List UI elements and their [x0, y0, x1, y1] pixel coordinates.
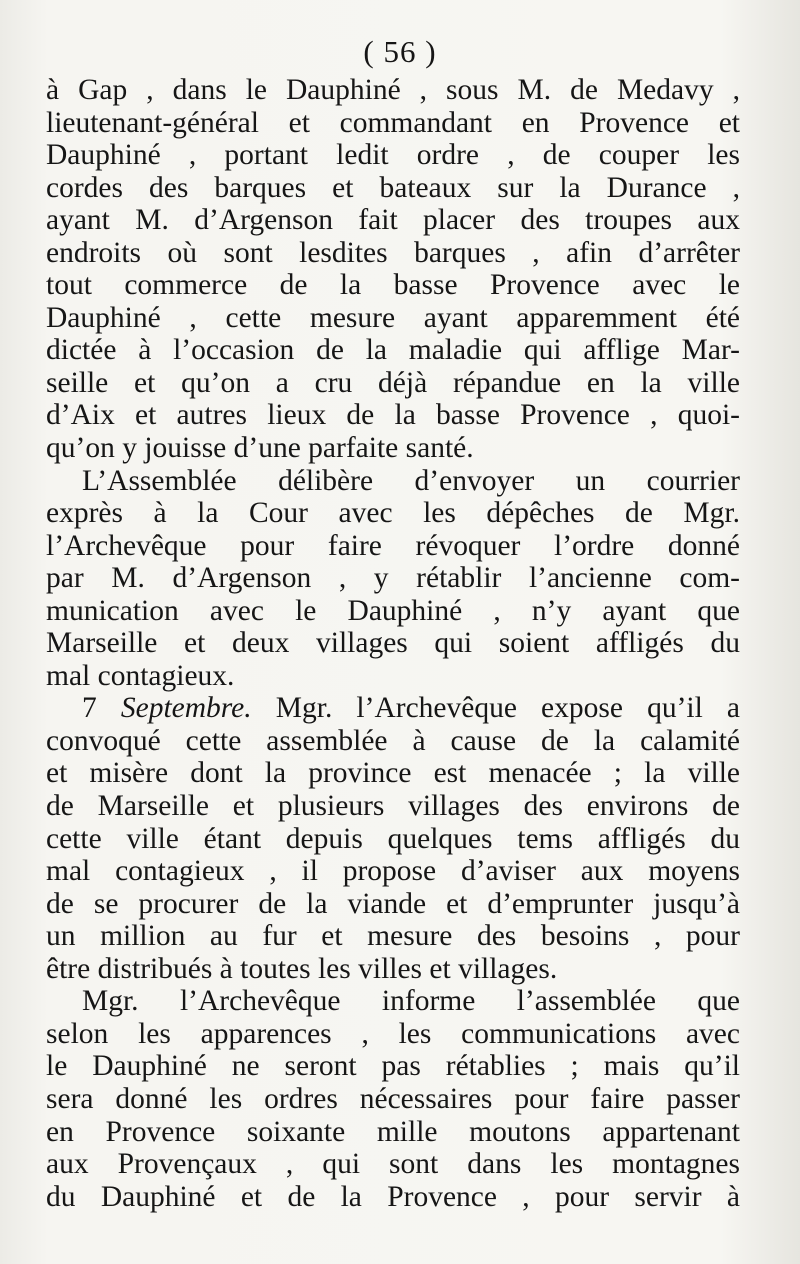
text-line: L’Assemblée délibère d’envoyer un courrier [82, 464, 740, 497]
text-line: Mgr. l’Archevêque informe l’assemblée que [82, 985, 740, 1018]
text-line: seille et qu’on a cru déjà répandue en la ville [46, 366, 740, 399]
text-line: endroits où sont lesdites barques , afin d’arrêter [46, 236, 740, 269]
date-month: Septembre. [120, 692, 252, 725]
text-line: Marseille et deux villages qui soient affligés du [46, 627, 740, 660]
text-line: mal contagieux , il propose d’aviser aux moyens [46, 855, 740, 888]
date-day: 7 [82, 692, 121, 725]
text-line: par M. d’Argenson , y rétablir l’ancienne com- [46, 562, 740, 595]
text-line: dictée à l’occasion de la maladie qui afflige Mar- [46, 334, 740, 367]
text-line: le Dauphiné ne seront pas rétablies ; mais qu’il [46, 1050, 740, 1083]
text-line: selon les apparences , les communications avec [46, 1017, 740, 1050]
text-line: Dauphiné , portant ledit ordre , de couper les [46, 139, 740, 172]
text-line: lieutenant-général et commandant en Provence et [46, 106, 740, 139]
text-line: qu’on y jouisse d’une parfaite santé. [46, 432, 474, 465]
text-line: cette ville étant depuis quelques tems affligés du [46, 822, 740, 855]
body-text [46, 74, 740, 1213]
text-line: de se procurer de la viande et d’emprunter jusqu’à [46, 887, 740, 920]
text-line: en Provence soixante mille moutons appartenant [46, 1115, 740, 1148]
text-line: être distribués à toutes les villes et villages. [46, 952, 558, 985]
text-line: l’Archevêque pour faire révoquer l’ordre donné [46, 529, 740, 562]
text-line: Dauphiné , cette mesure ayant apparemment été [46, 301, 740, 334]
text-line: convoqué cette assemblée à cause de la calamité [46, 724, 740, 757]
text-line-rest: Mgr. l’Archevêque expose qu’il a [251, 692, 740, 725]
text-line: munication avec le Dauphiné , n’y ayant que [46, 594, 740, 627]
text-line: de Marseille et plusieurs villages des environs de [46, 790, 740, 823]
text-line: tout commerce de la basse Provence avec le [46, 269, 740, 302]
text-line: à Gap , dans le Dauphiné , sous M. de Medavy , [46, 74, 740, 106]
text-line: mal contagieux. [46, 659, 235, 692]
text-line: un million au fur et mesure des besoins , pour [46, 920, 740, 953]
text-line: aux Provençaux , qui sont dans les montagnes [46, 1148, 740, 1181]
text-line: cordes des barques et bateaux sur la Durance , [46, 171, 740, 204]
text-line: et misère dont la province est menacée ; la ville [46, 757, 740, 790]
text-line: du Dauphiné et de la Provence , pour servir à [46, 1180, 740, 1213]
text-line [46, 692, 740, 725]
text-line: ayant M. d’Argenson fait placer des troupes aux [46, 204, 740, 237]
text-line: exprès à la Cour avec les dépêches de Mgr. [46, 497, 740, 530]
text-line: d’Aix et autres lieux de la basse Provence , quoi- [46, 399, 740, 432]
page-number: ( 56 ) [363, 34, 437, 69]
text-line: sera donné les ordres nécessaires pour faire passer [46, 1082, 740, 1115]
